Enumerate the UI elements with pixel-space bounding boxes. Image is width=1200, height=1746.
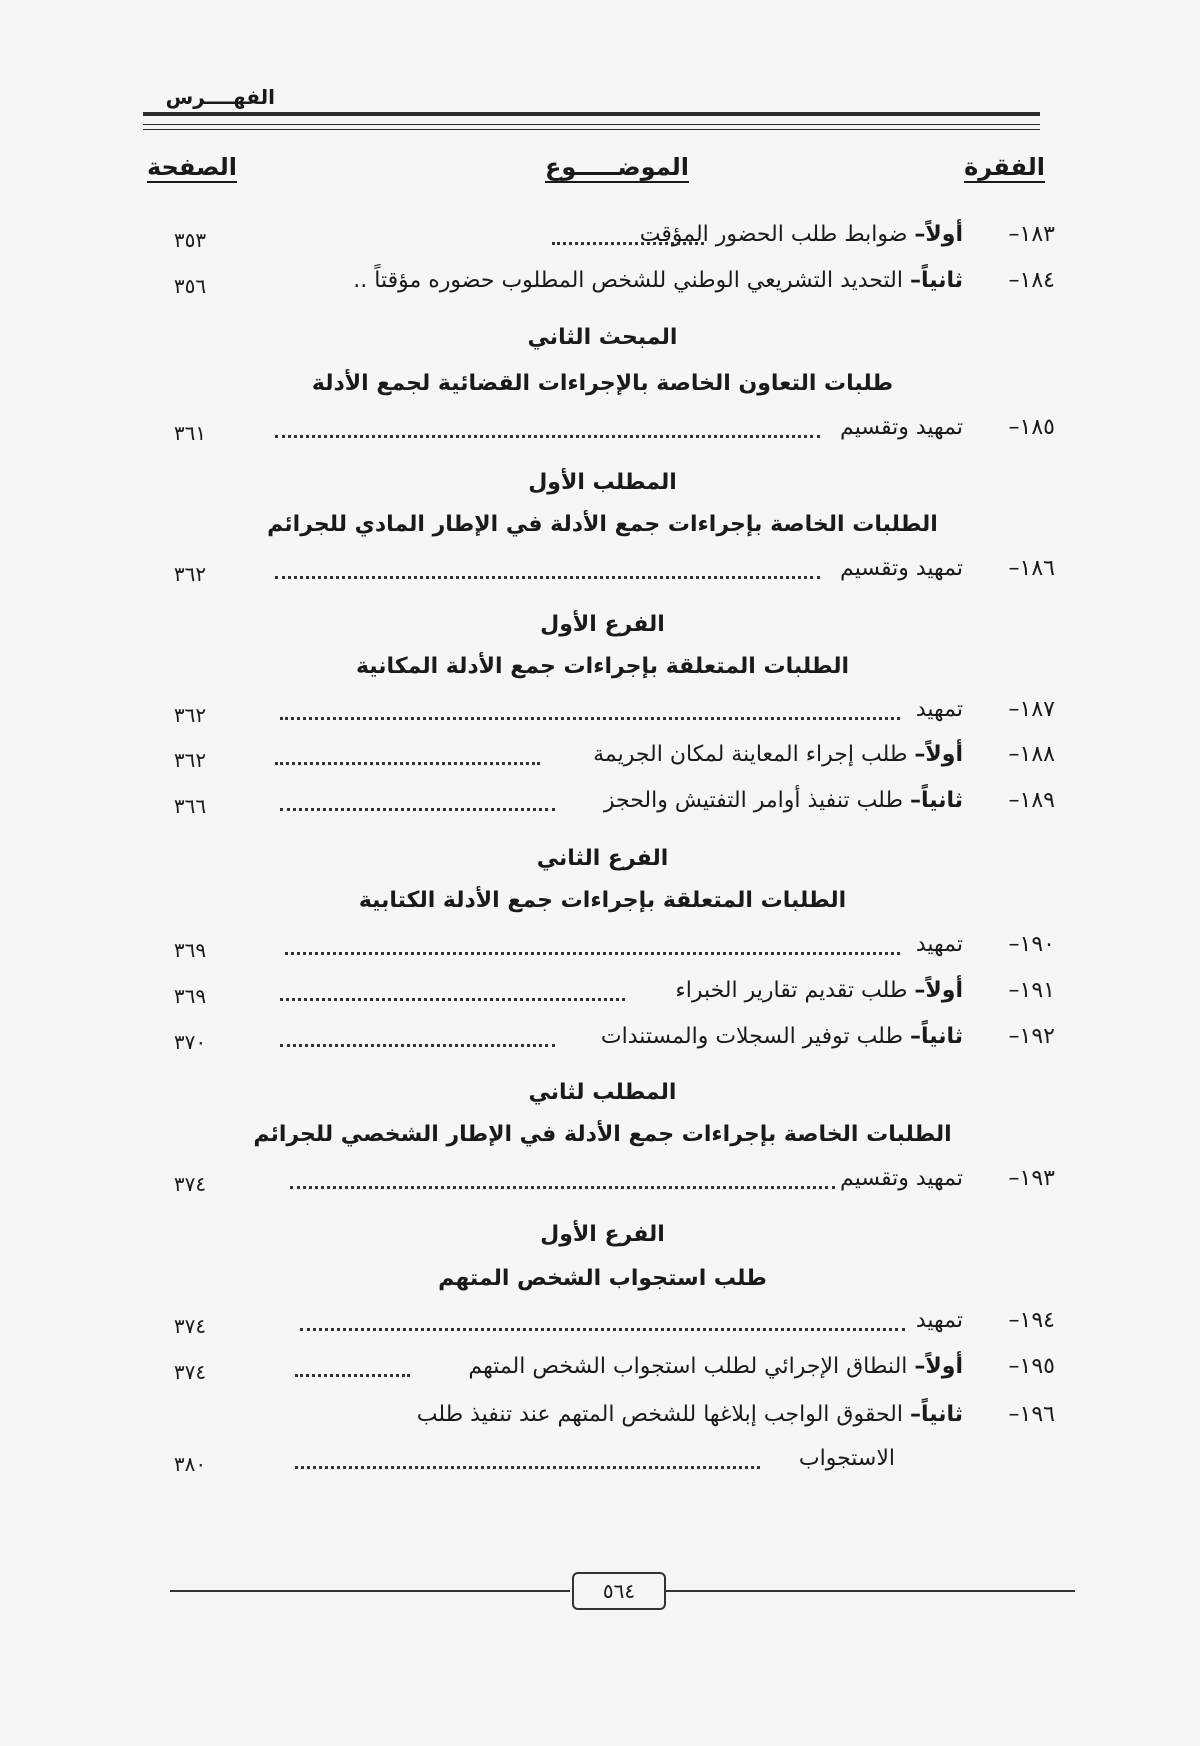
dot-leader (275, 431, 820, 438)
section-heading: الفرع الثاني (536, 846, 669, 871)
entry-page: ٣٨٠ (173, 1452, 207, 1476)
dot-leader (295, 1462, 760, 1469)
footer-rule-right (665, 1590, 1075, 1592)
dot-leader (300, 1324, 905, 1331)
entry-page: ٣٧٤ (173, 1314, 207, 1338)
header-rule-thin-2 (143, 129, 1040, 130)
entry-text: تمهيد (915, 932, 963, 957)
entry-number: ١٨٧– (1008, 697, 1055, 722)
entry-number: ١٩٥– (1008, 1354, 1055, 1379)
dot-leader (275, 758, 540, 765)
entry-number: ١٩٠– (1008, 932, 1055, 957)
entry-number: ١٩٤– (1008, 1308, 1055, 1333)
entry-page: ٣٥٣ (173, 228, 207, 252)
entry-page: ٣٥٦ (173, 274, 207, 298)
entry-number: ١٩٦– (1008, 1402, 1055, 1427)
entry-text: تمهيد (915, 697, 963, 722)
dot-leader (280, 804, 555, 811)
column-header-paragraph: الفقرة (964, 153, 1045, 181)
entry-number: ١٨٤– (1008, 268, 1055, 293)
entry-text: ثانياً– طلب توفير السجلات والمستندات (600, 1024, 963, 1049)
entry-page: ٣٧٤ (173, 1360, 207, 1384)
entry-number: ١٨٥– (1008, 415, 1055, 440)
toc-entry (150, 1024, 1055, 1064)
entry-text: الاستجواب (798, 1446, 895, 1471)
section-heading: الطلبات المتعلقة بإجراءات جمع الأدلة المكانية (355, 654, 850, 679)
section-heading: طلبات التعاون الخاصة بالإجراءات القضائية لجمع الأدلة (311, 371, 894, 396)
entry-text: تمهيد وتقسيم (840, 556, 963, 581)
column-header-page: الصفحة (147, 153, 238, 181)
dot-leader (285, 948, 900, 955)
toc-entry (150, 415, 1055, 455)
entry-page: ٣٦٩ (173, 984, 207, 1008)
entry-number: ١٨٦– (1008, 556, 1055, 581)
header-rule-thick (143, 112, 1040, 116)
entry-text: ثانياً– التحديد التشريعي الوطني للشخص المطلوب حضوره مؤقتاً .. (353, 268, 963, 293)
entry-text: تمهيد (915, 1308, 963, 1333)
entry-page: ٣٦١ (173, 421, 207, 445)
dot-leader (280, 994, 625, 1001)
section-heading: الطلبات المتعلقة بإجراءات جمع الأدلة الكتابية (358, 888, 847, 913)
running-header-title: الفهــــرس (165, 85, 275, 109)
entry-number: ١٨٩– (1008, 788, 1055, 813)
entry-number: ١٩٣– (1008, 1166, 1055, 1191)
entry-text: ثانياً– الحقوق الواجب إبلاغها للشخص المتهم عند تنفيذ طلب (416, 1402, 963, 1427)
entry-text: أولاً– طلب تقديم تقارير الخبراء (675, 978, 963, 1003)
section-heading: طلب استجواب الشخص المتهم (438, 1266, 767, 1291)
entry-text: أولاً– النطاق الإجرائي لطلب استجواب الشخص المتهم (468, 1354, 963, 1379)
section-heading: الفرع الأول (540, 1222, 665, 1247)
entry-text: تمهيد وتقسيم (840, 415, 963, 440)
toc-entry (150, 1308, 1055, 1348)
entry-page: ٣٦٢ (173, 703, 207, 727)
toc-entry (150, 1166, 1055, 1206)
entry-page: ٣٦٩ (173, 938, 207, 962)
dot-leader (290, 1182, 835, 1189)
toc-entry (150, 788, 1055, 828)
entry-page: ٣٦٦ (173, 794, 207, 818)
section-heading: المبحث الثاني (527, 325, 678, 350)
footer-rule-left (170, 1590, 570, 1592)
toc-entry (150, 222, 1055, 262)
dot-leader (280, 1040, 555, 1047)
header-rule-thin (143, 124, 1040, 125)
toc-entry (150, 1354, 1055, 1394)
entry-page: ٣٧٤ (173, 1172, 207, 1196)
entry-page: ٣٦٢ (173, 748, 207, 772)
entry-number: ١٩١– (1008, 978, 1055, 1003)
section-heading: المطلب الأول (528, 470, 677, 495)
entry-page: ٣٦٢ (173, 562, 207, 586)
toc-entry (150, 268, 1055, 308)
dot-leader (275, 572, 820, 579)
section-heading: المطلب لثاني (528, 1080, 677, 1105)
toc-entry (150, 697, 1055, 737)
toc-entry (150, 556, 1055, 596)
column-header-subject: الموضـــــوع (545, 153, 690, 181)
dot-leader (295, 1370, 410, 1377)
toc-entry (150, 978, 1055, 1018)
entry-text: أولاً– طلب إجراء المعاينة لمكان الجريمة (593, 742, 963, 767)
entry-text: تمهيد وتقسيم (840, 1166, 963, 1191)
entry-text: أولاً– ضوابط طلب الحضور المؤقت (639, 222, 963, 247)
entry-number: ١٨٨– (1008, 742, 1055, 767)
entry-text: ثانياً– طلب تنفيذ أوامر التفتيش والحجز (603, 788, 963, 813)
dot-leader (552, 238, 704, 245)
entry-page: ٣٧٠ (173, 1030, 207, 1054)
toc-entry (150, 932, 1055, 972)
toc-entry (150, 742, 1055, 782)
dot-leader (280, 713, 900, 720)
entry-number: ١٨٣– (1008, 222, 1055, 247)
section-heading: الطلبات الخاصة بإجراءات جمع الأدلة في الإطار المادي للجرائم (267, 512, 938, 537)
section-heading: الفرع الأول (540, 612, 665, 637)
section-heading: الطلبات الخاصة بإجراءات جمع الأدلة في الإطار الشخصي للجرائم (253, 1122, 952, 1147)
toc-entry-continuation (150, 1446, 1055, 1486)
toc-entry (150, 1402, 1055, 1442)
entry-number: ١٩٢– (1008, 1024, 1055, 1049)
page-number: ٥٦٤ (572, 1572, 666, 1610)
